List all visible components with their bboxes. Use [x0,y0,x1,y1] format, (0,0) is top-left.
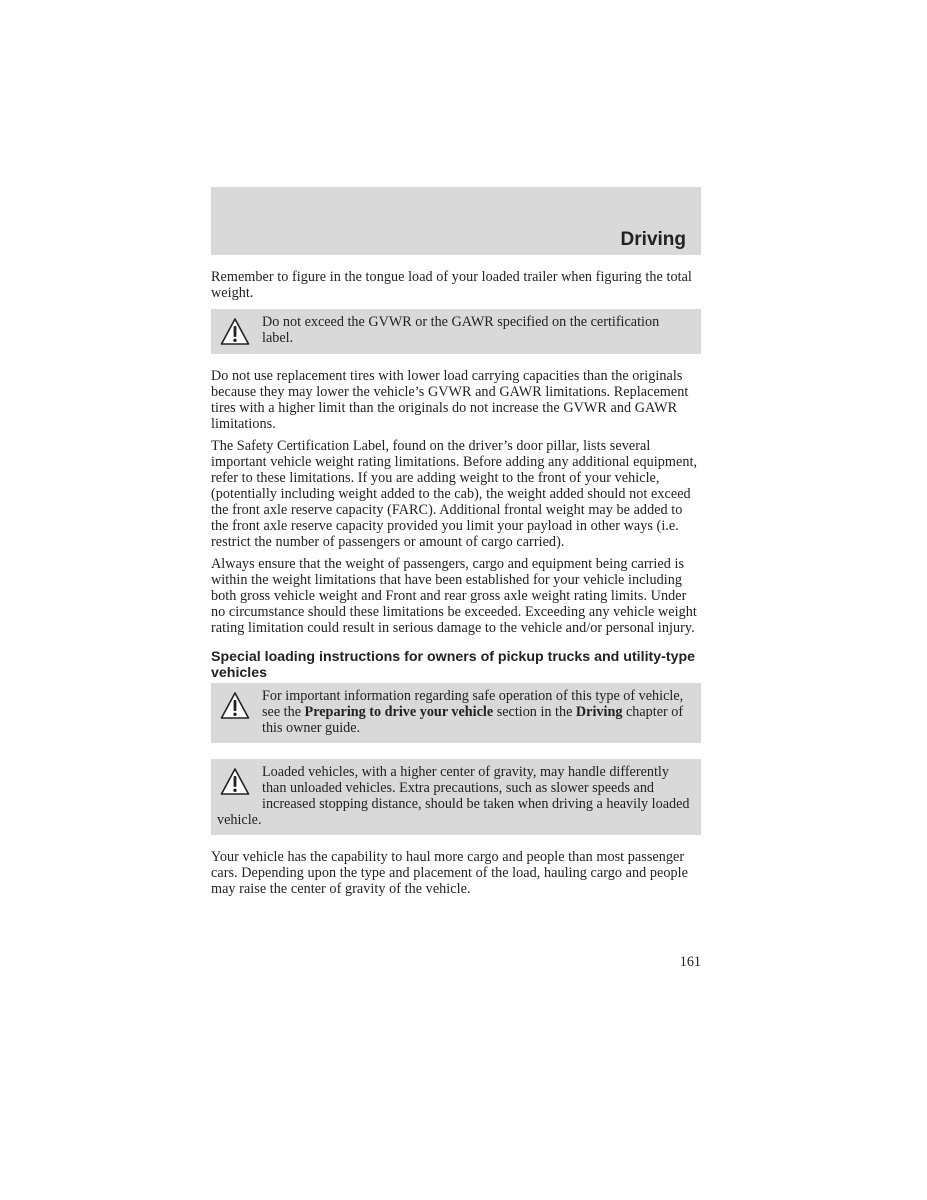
chapter-driving-ref: Driving [575,704,623,720]
warning-box-safe-operation [211,683,701,743]
page-number: 161 [679,954,701,970]
warning-text-gvwr: Do not exceed the GVWR or the GAWR specified on the certification label. [262,314,660,346]
warning-box-gvwr [211,309,701,354]
section-header [211,187,701,255]
paragraph-weight-limits: Always ensure that the weight of passengers, cargo and equipment being carried is within the weight limitations that have been established for your vehicle including both gross vehicle weight and Front and rear gross axle weight rating limits. Under no circumstance should these limitations be exceeded. Exceeding any vehicle weight rating limitation could result in serious damage to the vehicle and/or personal injury. [211,556,697,636]
subheading-special-loading: Special loading instructions for owners of pickup trucks and utility-type vehicles [211,649,696,681]
paragraph-hauling-capability: Your vehicle has the capability to haul more cargo and people than most passenger cars. Depending upon the type and placement of the load, hauling cargo and people may raise the center of gravity of the vehicle. [211,849,688,897]
warning-triangle-icon [220,317,250,347]
warning-triangle-icon [220,767,250,797]
paragraph-tongue-load: Remember to figure in the tongue load of your loaded trailer when figuring the total weight. [211,269,692,301]
warning-text-gravity: Loaded vehicles, with a higher center of gravity, may handle differently than unloaded vehicles. Extra precautions, such as slower speeds and increased stopping distance, should be taken when driving a heavily loaded vehicle. [217,764,690,828]
paragraph-certification-label: The Safety Certification Label, found on the driver’s door pillar, lists several important vehicle weight rating limitations. Before adding any additional equipment, refer to these limitations. If you are adding weight to the front of your vehicle, (potentially including weight added to the cab), the weight added should not exceed the front axle reserve capacity (FARC). Additional frontal weight may be added to the front axle reserve capacity provided you limit your payload in other ways (i.e. restrict the number of passengers or amount of cargo carried). [211,438,698,550]
section-title: Driving [620,229,686,250]
warning-text-c: chapter of this owner guide. [262,704,684,736]
paragraph-replacement-tires: Do not use replacement tires with lower load carrying capacities than the originals because they may lower the vehicle’s GVWR and GAWR limitations. Replacement tires with a higher limit than the originals do not increase the GVWR and GAWR limitations. [211,368,689,432]
warning-box-center-of-gravity [211,759,701,835]
link-preparing-to-drive: Preparing to drive your vehicle [304,704,494,720]
warning-text-b: section in the [493,704,576,720]
manual-page [211,187,701,970]
warning-text-a: For important information regarding safe operation of this type of vehicle, see the [262,688,684,720]
warning-triangle-icon [220,691,250,721]
